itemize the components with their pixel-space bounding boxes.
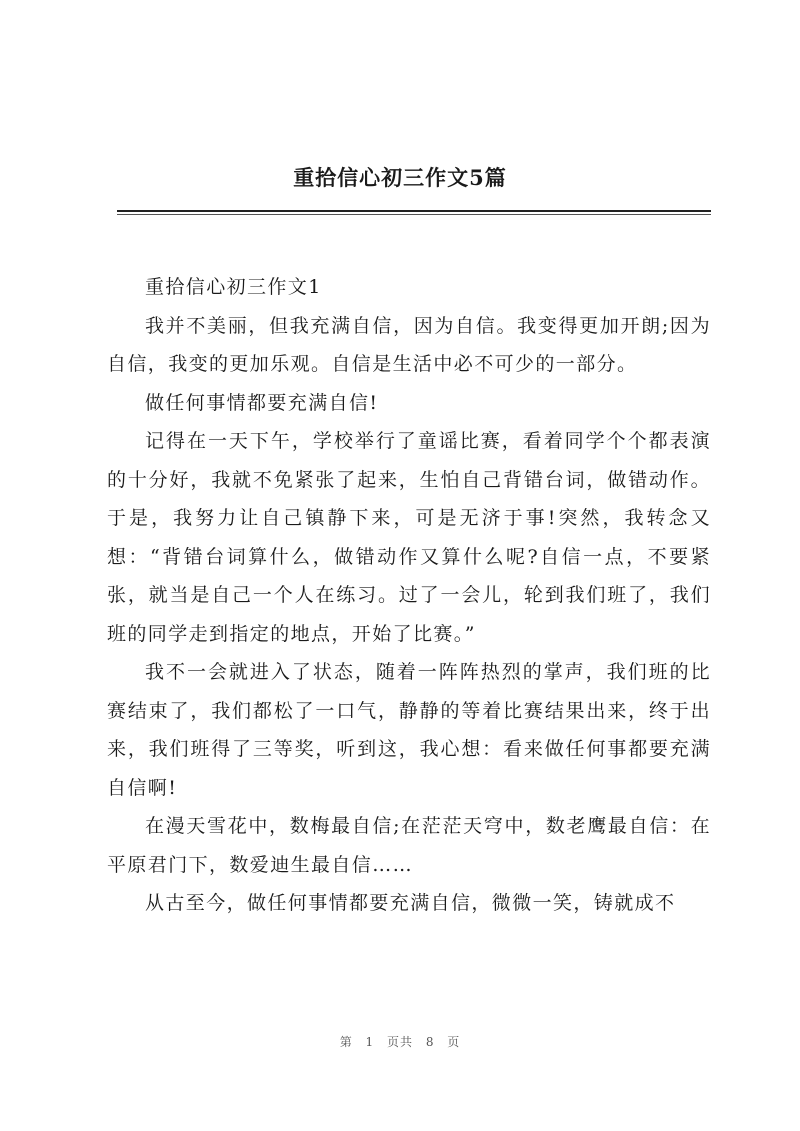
paragraph: 做任何事情都要充满自信! xyxy=(145,391,379,414)
paragraph: 我不一会就进入了状态，随着一阵阵热烈的掌声，我们班的比赛结束了，我们都松了一口气，静静的等着比赛结果出来，终于出来，我们班得了三等奖，听到这，我心想：看来做任何事都要充满自信啊! xyxy=(107,661,711,799)
page-footer: 第 1 页共 8 页 xyxy=(339,1035,461,1049)
title-underline xyxy=(117,210,711,212)
paragraph: 记得在一天下午，学校举行了童谣比赛，看着同学个个都表演的十分好，我就不免紧张了起来，生怕自己背错台词，做错动作。于是，我努力让自己镇静下来，可是无济于事!突然，我转念又想：“背错台词算什么，做错动作又算什么呢?自信一点，不要紧张，就当是自己一个人在练习。过了一会儿，轮到我们班了，我们班的同学走到指定的地点，开始了比赛。” xyxy=(107,430,711,645)
document-title: 重拾信心初三作文5篇 xyxy=(293,165,507,190)
document-body xyxy=(107,268,711,923)
paragraph: 从古至今，做任何事情都要充满自信，微微一笑，铸就成不 xyxy=(145,892,676,914)
title-underline-thin xyxy=(117,214,711,215)
paragraph: 我并不美丽，但我充满自信，因为自信。我变得更加开朗;因为自信，我变的更加乐观。自信是生活中必不可少的一部分。 xyxy=(107,314,711,375)
paragraph: 在漫天雪花中，数梅最自信;在茫茫天穹中，数老鹰最自信：在平原君门下，数爱迪生最自信…… xyxy=(107,815,711,876)
section-heading: 重拾信心初三作文1 xyxy=(145,276,322,298)
